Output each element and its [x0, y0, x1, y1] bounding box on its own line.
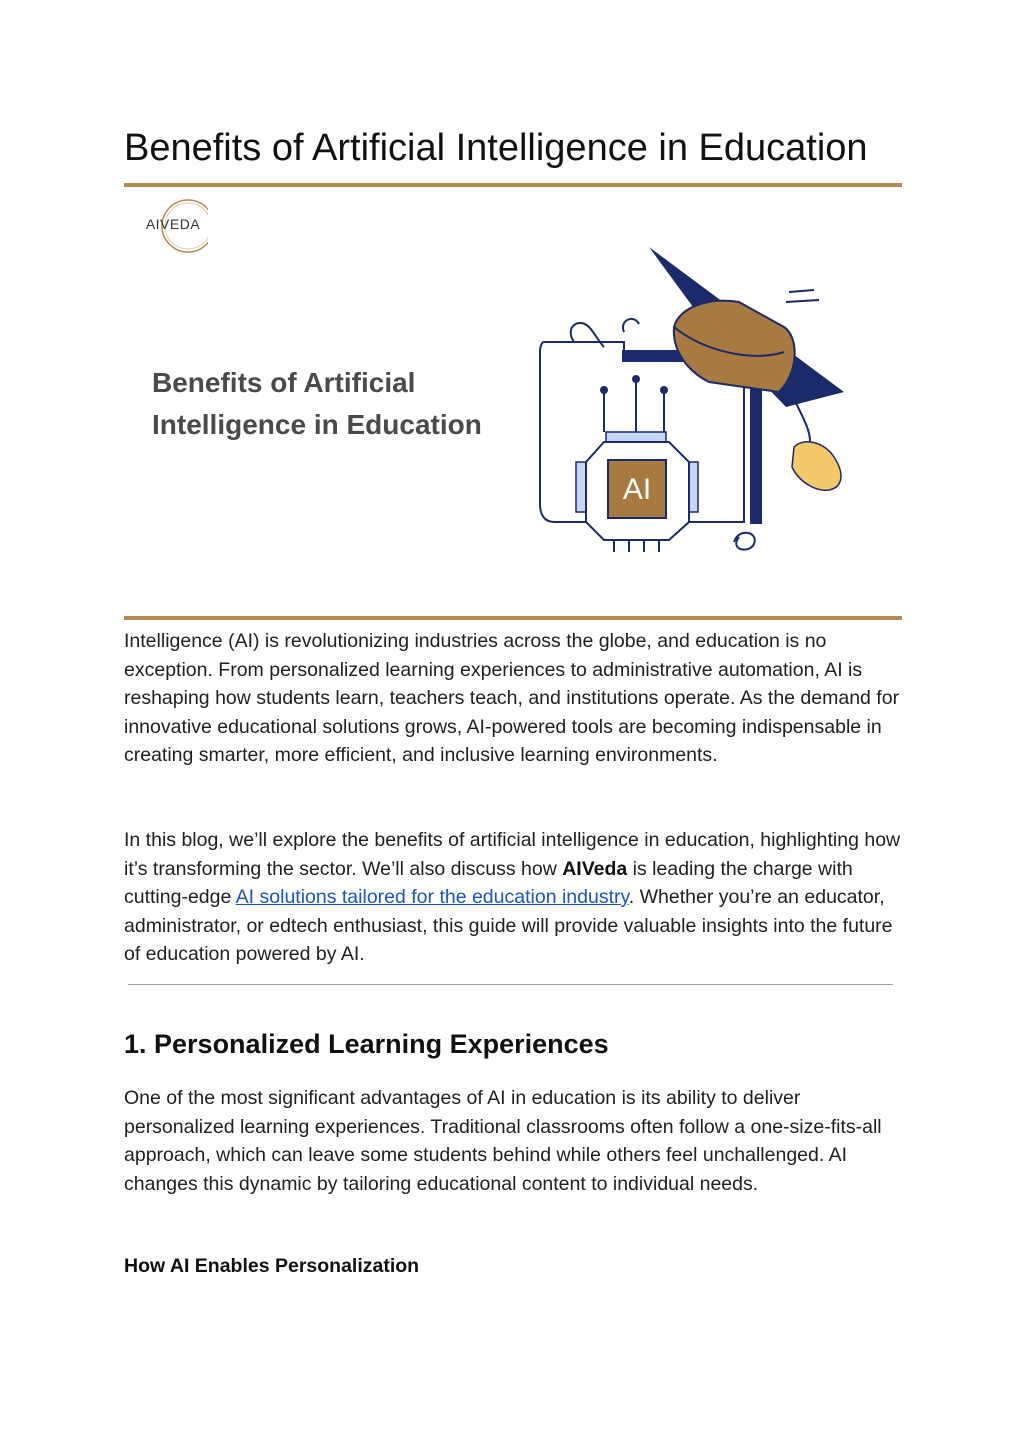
- banner-heading-line-1: Benefits of Artificial: [152, 367, 416, 398]
- logo-text: AIVEDA: [145, 216, 201, 232]
- section-divider: [128, 984, 893, 985]
- aiveda-logo: [138, 196, 208, 256]
- blog-overview-paragraph: [124, 826, 904, 969]
- blog-text-part-1: In this blog, we’ll explore the benefits of artificial intelligence in education, highlighting how it’s transforming the sector. We’ll also discuss how: [124, 829, 901, 880]
- hero-banner: [124, 192, 902, 612]
- banner-heading: [152, 362, 532, 446]
- section-1-paragraph: One of the most significant advantages of AI in education is its ability to deliver personalized learning experiences. Traditional classrooms often follow a one-size-fits-all approach, which can leave some students behind while others feel unchallenged. AI changes this dynamic by tailoring educational content to individual needs.: [124, 1087, 882, 1195]
- page-title: Benefits of Artificial Intelligence in Education: [124, 127, 868, 169]
- blog-text-part-2: is leading the charge with cutting-edge: [124, 857, 853, 908]
- banner-heading-line-2: Intelligence in Education: [152, 409, 482, 440]
- blog-text-part-3: . Whether you’re an educator, administrator, or edtech enthusiast, this guide will provide valuable insights into the future of education powered by AI.: [124, 886, 893, 965]
- education-solutions-link[interactable]: AI solutions tailored for the education industry: [235, 886, 629, 908]
- ai-graduation-illustration: [524, 232, 864, 567]
- section-1-subheading: How AI Enables Personalization: [124, 1255, 420, 1277]
- chip-label: AI: [622, 473, 652, 506]
- top-divider: [124, 183, 902, 187]
- intro-paragraph: Intelligence (AI) is revolutionizing industries across the globe, and education is no exception. From personalized learning experiences to administrative automation, AI is reshaping how students learn, teachers teach, and institutions operate. As the demand for innovative educational solutions grows, AI-powered tools are becoming indispensable in creating smarter, more efficient, and inclusive learning environments.: [124, 630, 900, 766]
- brand-name: AIVeda: [562, 857, 628, 880]
- section-1-heading: 1. Personalized Learning Experiences: [124, 1029, 609, 1059]
- banner-bottom-divider: [124, 616, 902, 620]
